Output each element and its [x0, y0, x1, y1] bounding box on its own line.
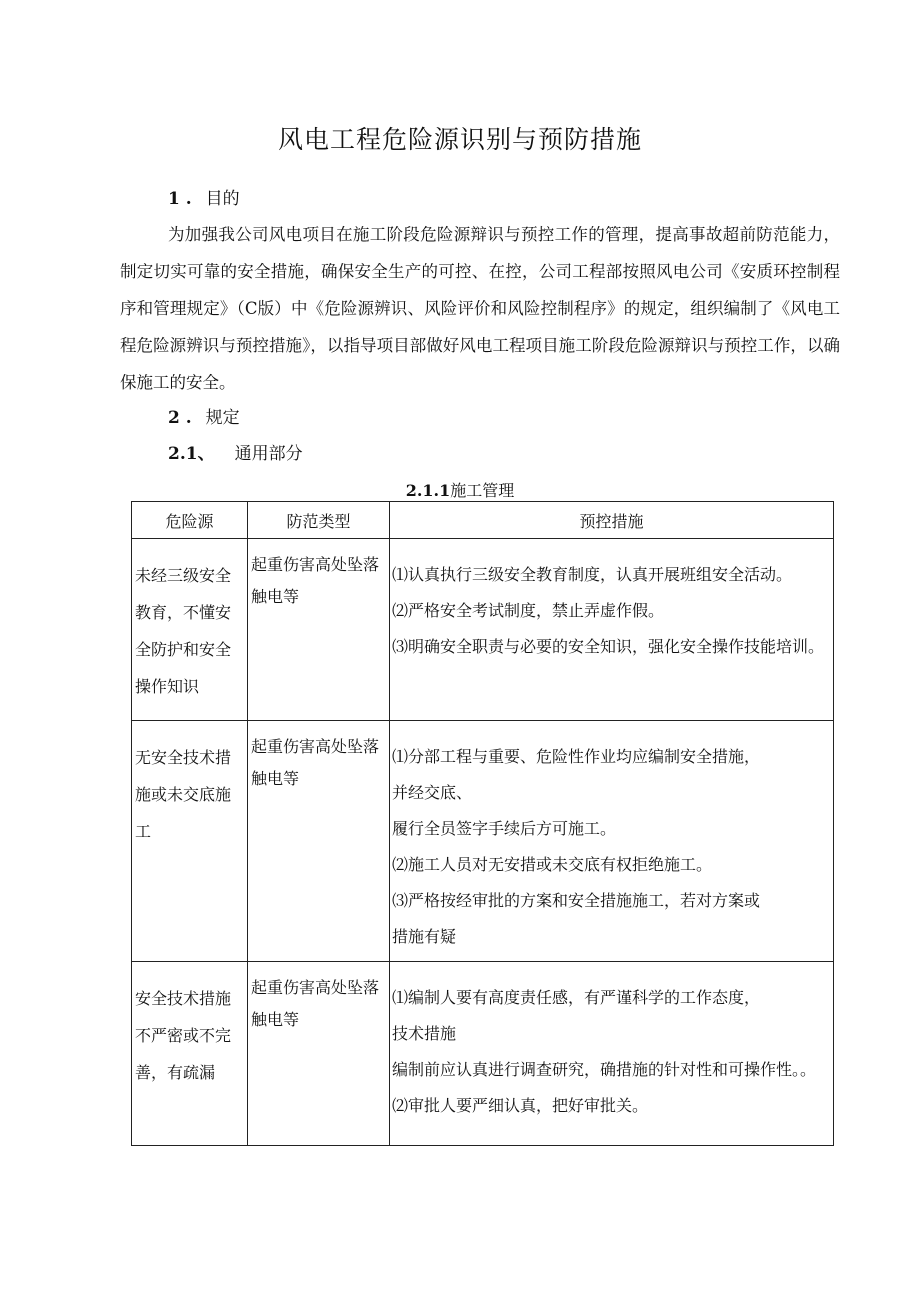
- section-heading-rules: [168, 403, 240, 428]
- measure-item: ⑵审批人要严细认真，把好审批关。: [392, 1096, 649, 1115]
- measure-item: ⑴认真执行三级安全教育制度，认真开展班组安全活动。: [392, 565, 793, 584]
- table-caption-label: 施工管理: [450, 481, 515, 500]
- table-row: [132, 962, 834, 1146]
- header-hazard: 危险源: [132, 502, 248, 539]
- measures-cell: [390, 962, 834, 1146]
- measure-item: ⑵严格安全考试制度，禁止弄虚作假。: [392, 601, 665, 620]
- control-type-cell: 起重伤害高处坠落触电等: [248, 962, 390, 1146]
- hazard-cell: 安全技术措施不严密或不完善，有疏漏: [132, 962, 248, 1146]
- section-label: 目的: [205, 189, 240, 209]
- table-caption: [0, 478, 920, 501]
- hazard-table: [131, 501, 834, 1146]
- table-row: [132, 539, 834, 721]
- hazard-cell: 未经三级安全教育，不懂安全防护和安全操作知识: [132, 539, 248, 721]
- control-type-cell: 起重伤害高处坠落触电等: [248, 721, 390, 962]
- measures-cell: [390, 721, 834, 962]
- measure-item: ⑵施工人员对无安措或未交底有权拒绝施工。: [392, 855, 713, 874]
- measure-item: ⑶明确安全职责与必要的安全知识，强化安全操作技能培训。: [392, 637, 825, 656]
- control-type-cell: 起重伤害高处坠落触电等: [248, 539, 390, 721]
- table-header-row: [132, 502, 834, 539]
- measure-item: 技术措施: [392, 1024, 457, 1043]
- section-heading-purpose: [168, 184, 240, 209]
- header-measures: 预控措施: [390, 502, 834, 539]
- subsection-label: 通用部分: [234, 444, 303, 464]
- document-title: 风电工程危险源识别与预防措施: [277, 125, 642, 154]
- table-row: [132, 721, 834, 962]
- measure-item: 履行全员签字手续后方可施工。: [392, 819, 617, 838]
- subsection-number: 2.1、: [168, 444, 215, 464]
- measure-item: 并经交底、: [392, 783, 473, 802]
- section-label: 规定: [205, 408, 240, 428]
- measure-item: ⑶严格按经审批的方案和安全措施施工，若对方案或: [392, 891, 761, 910]
- section-number: 1 .: [168, 189, 192, 209]
- measure-item: 编制前应认真进行调查研究，确措施的针对性和可操作性。。: [392, 1060, 817, 1079]
- hazard-cell: 无安全技术措施或未交底施工: [132, 721, 248, 962]
- table-caption-number: 2.1.1: [405, 481, 451, 500]
- purpose-paragraph: [120, 216, 840, 401]
- measure-item: ⑴编制人要有高度责任感，有严谨科学的工作态度，: [392, 988, 761, 1007]
- header-control-type: 防范类型: [248, 502, 390, 539]
- section-number: 2 .: [168, 408, 192, 428]
- measures-cell: [390, 539, 834, 721]
- measure-item: 措施有疑: [392, 927, 457, 946]
- subsection-heading-general: [168, 439, 303, 464]
- measure-item: ⑴分部工程与重要、危险性作业均应编制安全措施，: [392, 747, 761, 766]
- purpose-text: 为加强我公司风电项目在施工阶段危险源辩识与预控工作的管理，提高事故超前防范能力，制定切实可靠的安全措施，确保安全生产的可控、在控，公司工程部按照风电公司《安质环控制程序和管理规定》（C版）中《危险源辨识、风险评价和风险控制程序》的规定，组织编制了《风电工程危险源辨识与预控措施》，以指导项目部做好风电工程项目施工阶段危险源辩识与预控工作，以确保施工的安全。: [120, 225, 840, 392]
